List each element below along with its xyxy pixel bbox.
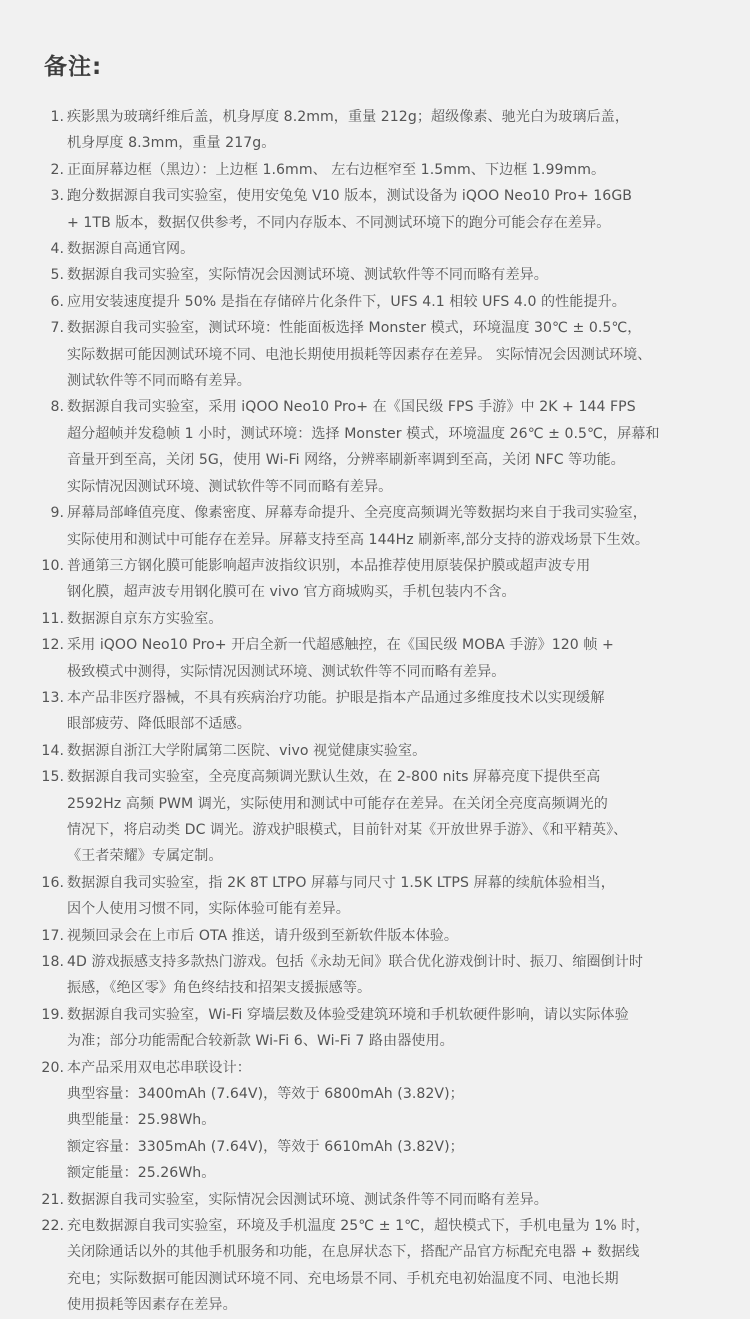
note-item [41,949,722,1002]
note-text-line: 应用安装速度提升 50% 是指在存储碎片化条件下，UFS 4.1 相较 UFS 4.0 的性能提升。 [67,293,626,310]
note-item [44,104,722,157]
note-number: 15. [41,769,64,786]
note-text-line: 充电；实际数据可能因测试环境不同、充电场景不同、手机充电初始温度不同、电池长期 [67,1270,619,1287]
note-text-line: 数据源自我司实验室，实际情况会因测试环境、测试条件等不同而略有差异。 [67,1191,548,1208]
note-item [41,685,722,738]
note-item [44,157,722,183]
note-number: 7. [50,320,64,337]
note-text-line: 采用 iQOO Neo10 Pro+ 开启全新一代超感触控，在《国民级 MOBA 手游》120 帧 + [67,637,614,654]
note-text-line: 跑分数据源自我司实验室，使用安兔兔 V10 版本，测试设备为 iQOO Neo10 Pro+ 16GB [67,188,633,205]
note-text-line: 数据源自我司实验室，Wi-Fi 穿墙层数及体验受建筑环境和手机软硬件影响，请以实际体验 [67,1006,629,1023]
note-number: 21. [41,1191,64,1208]
note-number: 9. [50,505,64,522]
note-text-line: 机身厚度 8.3mm，重量 217g。 [67,135,276,152]
note-text-line: 测试软件等不同而略有差异。 [67,373,251,390]
note-number: 11. [41,610,64,627]
note-text-line: 4D 游戏振感支持多款热门游戏。包括《永劫无间》联合优化游戏倒计时、振刀、缩圈倒计时 [67,954,644,970]
note-number: 12. [41,637,64,654]
note-number: 20. [41,1059,64,1076]
note-text-line: 数据源自京东方实验室。 [67,610,223,627]
note-text-line: 本产品非医疗器械，不具有疾病治疗功能。护眼是指本产品通过多维度技术以实现缓解 [67,689,605,706]
note-text-line: 典型容量：3400mAh (7.64V)，等效于 6800mAh (3.82V)； [67,1086,464,1103]
note-text-line: 极致模式中测得，实际情况因测试环境、测试软件等不同而略有差异。 [67,663,506,680]
note-item [41,1187,722,1213]
note-item [41,553,722,606]
note-text-line: 屏幕局部峰值亮度、像素密度、屏幕寿命提升、全亮度高频调光等数据均来自于我司实验室， [67,505,647,522]
note-item [41,764,722,870]
note-number: 8. [50,399,64,416]
note-item [44,315,722,394]
note-item [44,183,722,236]
note-number: 3. [50,188,64,205]
note-text-line: 额定能量：25.26Wh。 [67,1165,216,1182]
note-text-line: 额定容量：3305mAh (7.64V)，等效于 6610mAh (3.82V)； [67,1138,464,1155]
note-item [41,923,722,949]
note-text-line: 超分超帧并发稳帧 1 小时，测试环境：选择 Monster 模式，环境温度 26℃ ± 0.5℃，屏幕和 [67,425,660,442]
note-number: 10. [41,557,64,574]
note-text-line: 数据源自我司实验室，指 2K 8T LTPO 屏幕与同尺寸 1.5K LTPS 屏幕的续航体验相当， [67,874,615,891]
note-text-line: 因个人使用习惯不同，实际体验可能有差异。 [67,901,350,918]
note-item [41,632,722,685]
note-text-line: 疾影黑为玻璃纤维后盖，机身厚度 8.2mm，重量 212g；超级像素、驰光白为玻璃后盖， [67,109,629,125]
note-item [44,262,722,288]
note-item [44,289,722,315]
note-item [44,236,722,262]
note-text-line: 为准；部分功能需配合较新款 Wi-Fi 6、Wi-Fi 7 路由器使用。 [67,1033,454,1050]
note-number: 14. [41,742,64,759]
note-item [44,500,722,553]
note-text-line: 正面屏幕边框（黑边）：上边框 1.6mm、 左右边框窄至 1.5mm、下边框 1.99mm。 [67,161,606,178]
note-number: 19. [41,1006,64,1023]
note-number: 17. [41,927,64,944]
note-text-line: 数据源自我司实验室，全亮度高频调光默认生效，在 2-800 nits 屏幕亮度下提供至高 [67,769,601,786]
note-text-line: 2592Hz 高频 PWM 调光，实际使用和测试中可能存在差异。在关闭全亮度高频调光的 [67,795,608,812]
note-text-line: 音量开到至高，关闭 5G，使用 Wi-Fi 网络，分辨率刷新率调到至高，关闭 NFC 等功能。 [67,452,625,469]
note-text-line: 关闭除通话以外的其他手机服务和功能，在息屏状态下，搭配产品官方标配充电器 + 数据线 [67,1244,640,1261]
note-item [41,1002,722,1055]
note-text-line: 实际数据可能因测试环境不同、电池长期使用损耗等因素存在差异。 实际情况会因测试环境、 [67,346,652,363]
notes-list [41,104,722,1319]
note-text-line: 本产品采用双电芯串联设计： [67,1059,251,1076]
note-number: 13. [41,689,64,706]
note-text-line: 数据源自高通官网。 [67,241,195,258]
note-text-line: 实际情况因测试环境、测试软件等不同而略有差异。 [67,478,393,495]
note-item [44,394,722,500]
note-text-line: 数据源自浙江大学附属第二医院、vivo 视觉健康实验室。 [67,742,427,759]
page-title: 备注: [44,54,103,80]
note-number: 6. [50,293,64,310]
note-item [41,606,722,632]
note-text-line: 数据源自我司实验室，实际情况会因测试环境、测试软件等不同而略有差异。 [67,267,548,284]
note-number: 18. [41,954,64,970]
note-text-line: 眼部疲劳、降低眼部不适感。 [67,716,251,733]
note-text-line: 使用损耗等因素存在差异。 [67,1297,237,1314]
note-number: 2. [50,161,64,178]
note-text-line: 数据源自我司实验室，采用 iQOO Neo10 Pro+ 在《国民级 FPS 手游》中 2K + 144 FPS [67,399,636,416]
note-text-line: 钢化膜，超声波专用钢化膜可在 vivo 官方商城购买，手机包装内不含。 [67,584,516,601]
note-text-line: 振感，《绝区零》角色终结技和招架支援振感等。 [67,980,372,997]
note-text-line: 实际使用和测试中可能存在差异。屏幕支持至高 144Hz 刷新率,部分支持的游戏场景下生效。 [67,531,650,548]
note-number: 1. [50,109,64,125]
note-number: 5. [50,267,64,284]
note-text-line: 情况下，将启动类 DC 调光。游戏护眼模式，目前针对某《开放世界手游》、《和平精英》、 [67,821,628,838]
note-text-line: 数据源自我司实验室，测试环境：性能面板选择 Monster 模式，环境温度 30℃ ± 0.5℃， [67,320,642,337]
note-number: 22. [41,1218,64,1235]
note-text-line: 视频回录会在上市后 OTA 推送，请升级到至新软件版本体验。 [67,927,459,944]
note-text-line: 普通第三方钢化膜可能影响超声波指纹识别，本品推荐使用原装保护膜或超声波专用 [67,557,591,574]
note-text-line: 典型能量：25.98Wh。 [67,1112,216,1129]
note-item [41,738,722,764]
note-number: 4. [50,241,64,258]
note-text-line: 充电数据源自我司实验室，环境及手机温度 25℃ ± 1℃，超快模式下，手机电量为 1% 时， [67,1218,650,1235]
note-number: 16. [41,874,64,891]
note-item [41,870,722,923]
note-text-line: 《王者荣耀》专属定制。 [67,848,223,865]
note-text-line: + 1TB 版本，数据仅供参考，不同内存版本、不同测试环境下的跑分可能会存在差异。 [67,214,611,231]
note-item [41,1055,722,1187]
note-item [41,1213,722,1319]
